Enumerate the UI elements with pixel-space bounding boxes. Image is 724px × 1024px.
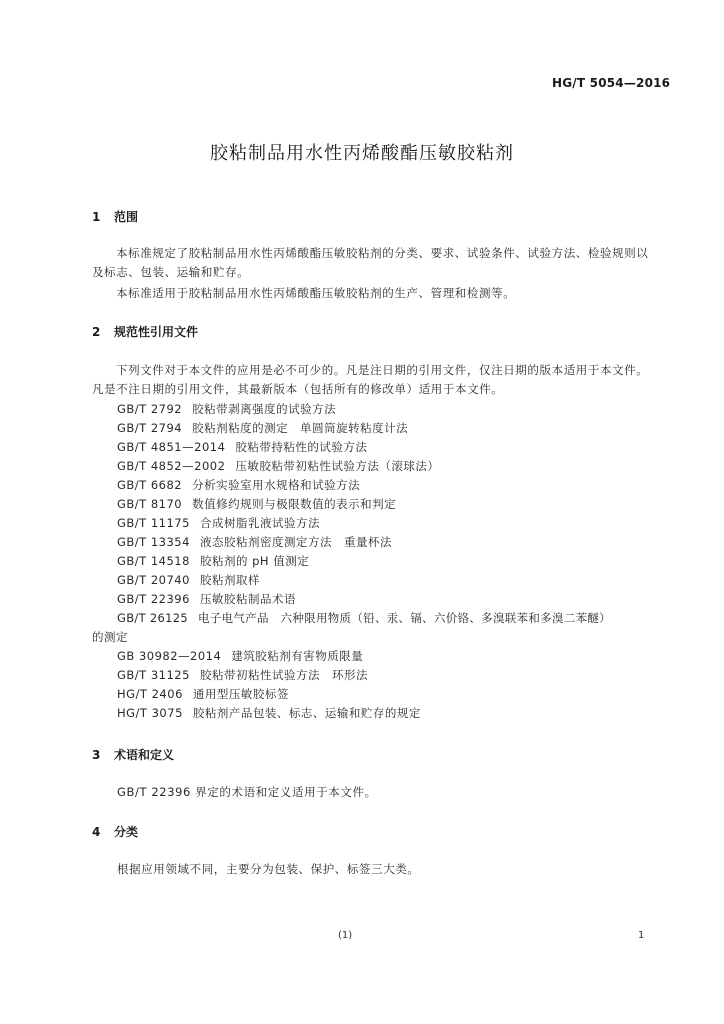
reference-code: GB/T 4852—2002 [117, 459, 226, 473]
section-3-heading [92, 746, 174, 763]
reference-item [117, 420, 408, 436]
reference-title: 通用型压敏胶标签 [192, 687, 289, 701]
reference-title: 胶粘剂取样 [199, 573, 260, 587]
section-4-heading [92, 823, 138, 840]
section-2-intro: 下列文件对于本文件的应用是必不可少的。凡是注日期的引用文件，仅注日期的版本适用于本文件。凡是不注日期的引用文件，其最新版本（包括所有的修改单）适用于本文件。 [92, 363, 649, 396]
reference-title: 压敏胶粘带初粘性试验方法（滚球法） [235, 459, 440, 473]
section-4-paragraph: 根据应用领域不同，主要分为包装、保护、标签三大类。 [117, 862, 420, 876]
reference-item [117, 458, 439, 474]
section-1-paragraph-2: 本标准适用于胶粘制品用水性丙烯酸酯压敏胶粘剂的生产、管理和检测等。 [116, 286, 516, 300]
section-2-heading [92, 323, 198, 340]
reference-item [117, 515, 320, 531]
reference-code: GB/T 13354 [117, 535, 190, 549]
page-corner-mark: 1 [638, 930, 645, 941]
reference-title: 压敏胶粘制品术语 [199, 592, 296, 606]
reference-code: GB/T 2794 [117, 421, 183, 435]
reference-item [117, 591, 296, 607]
section-title: 范围 [114, 210, 139, 224]
section-number: 3 [92, 748, 101, 762]
reference-code: GB/T 8170 [117, 497, 183, 511]
reference-continuation: 的测定 [92, 630, 128, 644]
reference-code: GB/T 2792 [117, 402, 183, 416]
section-3-paragraph: GB/T 22396 界定的术语和定义适用于本文件。 [117, 785, 377, 799]
reference-item [117, 648, 363, 664]
reference-title: 胶粘剂粘度的测定 单圆筒旋转粘度计法 [192, 421, 409, 435]
reference-code: GB/T 20740 [117, 573, 190, 587]
section-1-heading [92, 208, 138, 225]
reference-code: GB/T 31125 [117, 668, 190, 682]
reference-item [117, 572, 260, 588]
reference-item [117, 686, 289, 702]
reference-title: 胶粘剂的 pH 值测定 [199, 554, 310, 568]
reference-code: GB/T 4851—2014 [117, 440, 226, 454]
reference-title: 建筑胶粘剂有害物质限量 [231, 649, 364, 663]
section-title: 规范性引用文件 [114, 325, 199, 339]
section-1-paragraph-1: 本标准规定了胶粘制品用水性丙烯酸酯压敏胶粘剂的分类、要求、试验条件、试验方法、检验规则以及标志、包装、运输和贮存。 [92, 246, 649, 279]
section-title: 术语和定义 [114, 748, 175, 762]
reference-code: GB/T 22396 [117, 592, 190, 606]
reference-item [117, 439, 367, 455]
section-number: 4 [92, 825, 101, 839]
reference-title: 数值修约规则与极限数值的表示和判定 [192, 497, 397, 511]
standard-code: HG/T 5054—2016 [552, 76, 671, 90]
reference-code: HG/T 3075 [117, 706, 183, 720]
section-number: 2 [92, 325, 101, 339]
reference-title: 分析实验室用水规格和试验方法 [192, 478, 361, 492]
reference-code: GB/T 14518 [117, 554, 190, 568]
reference-title: 电子电气产品 六种限用物质（铅、汞、镉、六价铬、多溴联苯和多溴二苯醚） [197, 611, 611, 625]
reference-item [117, 477, 360, 493]
reference-code: HG/T 2406 [117, 687, 183, 701]
reference-item [117, 401, 336, 417]
reference-item [117, 667, 368, 683]
reference-code: GB/T 26125 [117, 611, 188, 625]
reference-code: GB/T 6682 [117, 478, 183, 492]
reference-title: 胶粘剂产品包装、标志、运输和贮存的规定 [192, 706, 421, 720]
reference-item [117, 705, 421, 721]
reference-item [117, 553, 309, 569]
reference-title: 胶粘带初粘性试验方法 环形法 [199, 668, 368, 682]
reference-code: GB 30982—2014 [117, 649, 222, 663]
reference-item [117, 534, 392, 550]
reference-item [117, 610, 611, 626]
reference-code: GB/T 11175 [117, 516, 190, 530]
document-title: 胶粘制品用水性丙烯酸酯压敏胶粘剂 [210, 143, 514, 164]
reference-title: 胶粘带持粘性的试验方法 [235, 440, 368, 454]
reference-item [117, 496, 396, 512]
reference-title: 合成树脂乳液试验方法 [199, 516, 320, 530]
reference-title: 液态胶粘剂密度测定方法 重量杯法 [199, 535, 392, 549]
section-title: 分类 [114, 825, 139, 839]
reference-title: 胶粘带剥离强度的试验方法 [192, 402, 337, 416]
page-number: (1) [338, 930, 353, 941]
section-number: 1 [92, 210, 101, 224]
